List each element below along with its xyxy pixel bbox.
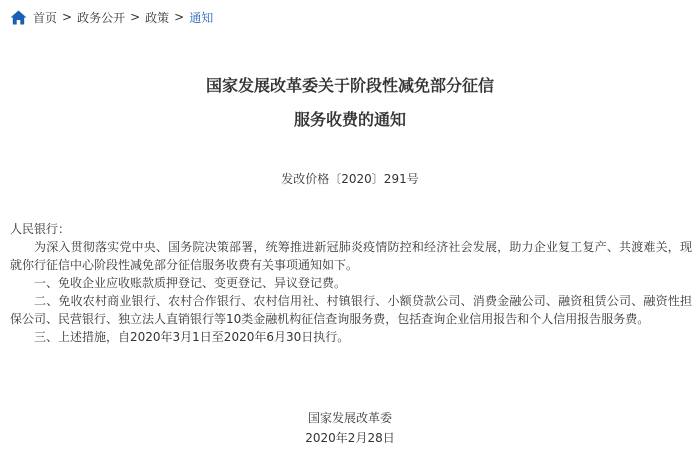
breadcrumb-policy-link[interactable]: 政策: [145, 10, 170, 25]
breadcrumb-separator: >: [130, 10, 141, 24]
document-body: [10, 220, 692, 346]
document-title-line-1: 国家发展改革委关于阶段性减免部分征信: [205, 76, 494, 95]
breadcrumb: [10, 7, 213, 27]
body-paragraph-item-3: 三、上述措施，自2020年3月1日至2020年6月30日执行。: [34, 330, 350, 344]
breadcrumb-separator: >: [174, 10, 185, 24]
signature-organization: 国家发展改革委: [307, 411, 392, 425]
home-icon[interactable]: [10, 10, 27, 25]
breadcrumb-home-link[interactable]: 首页: [33, 10, 58, 25]
document-number: 发改价格〔2020〕291号: [281, 172, 419, 186]
breadcrumb-separator: >: [62, 10, 73, 24]
salutation: 人民银行：: [10, 222, 71, 236]
body-paragraph-item-1: 一、免收企业应收账款质押登记、变更登记、异议登记费。: [34, 276, 347, 290]
body-paragraph-item-2: 二、免收农村商业银行、农村合作银行、农村信用社、村镇银行、小额贷款公司、消费金融公司、融资租赁公司、融资性担保公司、民营银行、独立法人直销银行等10类金融机构征信查询服务费，包括查询企业信用报告和个人信用报告服务费。: [10, 294, 692, 326]
breadcrumb-gov-affairs-link[interactable]: 政务公开: [77, 10, 126, 25]
document-title-line-2: 服务收费的通知: [293, 110, 406, 129]
body-paragraph-intro: 为深入贯彻落实党中央、国务院决策部署，统筹推进新冠肺炎疫情防控和经济社会发展，助力企业复工复产、共渡难关，现就你行征信中心阶段性减免部分征信服务收费有关事项通知如下。: [10, 240, 692, 272]
signature-date: 2020年2月28日: [305, 431, 395, 445]
breadcrumb-current-notice: 通知: [189, 10, 214, 25]
